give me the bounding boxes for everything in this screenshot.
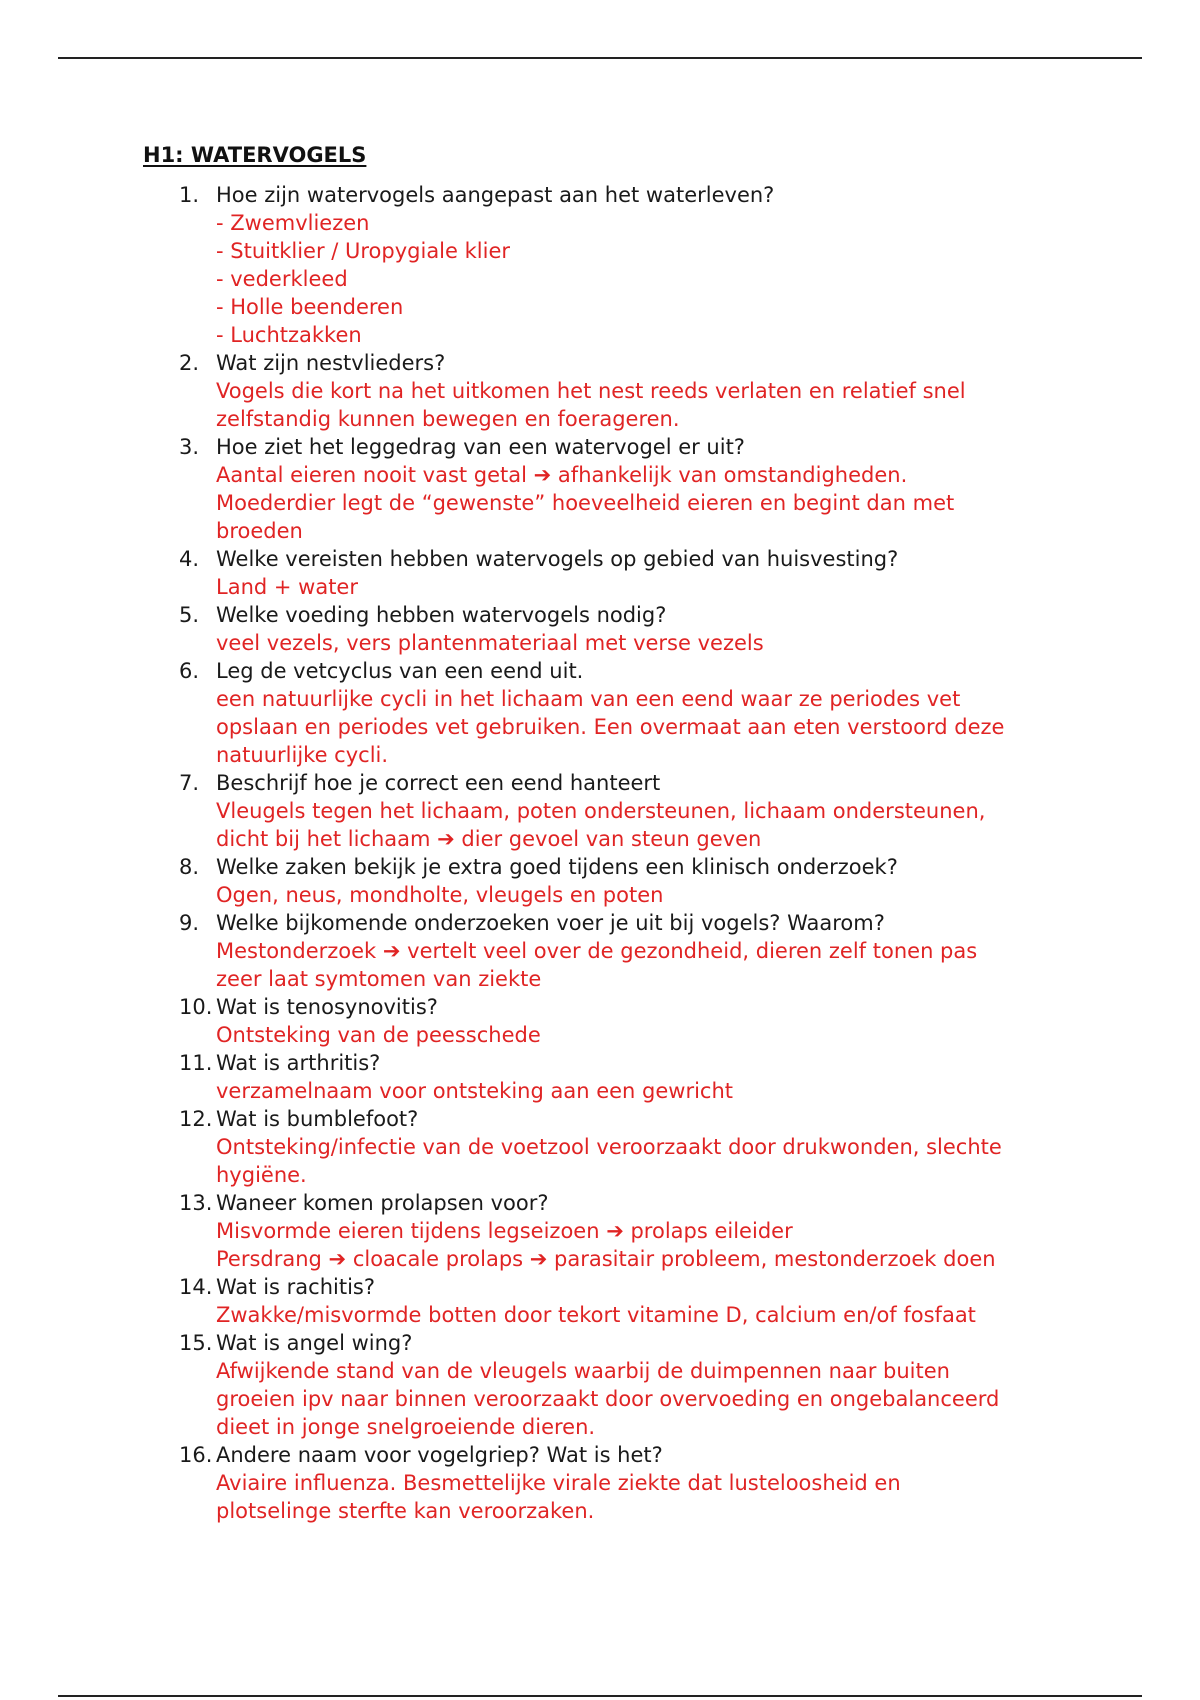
item-number: 7. — [179, 771, 200, 795]
question-text: Hoe ziet het leggedrag van een watervogel er uit? — [216, 435, 745, 459]
question-text: Leg de vetcyclus van een eend uit. — [216, 659, 584, 683]
qa-item — [143, 909, 1103, 993]
item-number: 15. — [179, 1331, 213, 1355]
answer-text: Mestonderzoek ➔ vertelt veel over de gezondheid, dieren zelf tonen pas zeer laat symtomen van ziekte — [216, 939, 978, 991]
qa-item — [143, 1441, 1103, 1525]
item-number: 6. — [179, 659, 200, 683]
answer-text: Misvormde eieren tijdens legseizoen ➔ prolaps eileider Persdrang ➔ cloacale prolaps ➔ parasitair probleem, mestonderzoek doen — [216, 1219, 996, 1271]
question-text: Welke vereisten hebben watervogels op gebied van huisvesting? — [216, 547, 899, 571]
question-text: Waneer komen prolapsen voor? — [216, 1191, 549, 1215]
question-text: Welke voeding hebben watervogels nodig? — [216, 603, 667, 627]
answer-text: Aantal eieren nooit vast getal ➔ afhankelijk van omstandigheden. Moederdier legt de “gewenste” hoeveelheid eieren en begint dan met broeden — [216, 463, 955, 543]
answer-text: Vleugels tegen het lichaam, poten ondersteunen, lichaam ondersteunen, dicht bij het lichaam ➔ dier gevoel van steun geven — [216, 799, 986, 851]
item-number: 8. — [179, 855, 200, 879]
qa-item — [143, 1049, 1103, 1105]
question-text: Wat is arthritis? — [216, 1051, 381, 1075]
question-text: Hoe zijn watervogels aangepast aan het waterleven? — [216, 183, 775, 207]
qa-item — [143, 1273, 1103, 1329]
item-number: 13. — [179, 1191, 213, 1215]
answer-text: een natuurlijke cycli in het lichaam van een eend waar ze periodes vet opslaan en periodes vet gebruiken. Een overmaat aan eten verstoord deze natuurlijke cycli. — [216, 687, 1005, 767]
answer-text: Ontsteking/infectie van de voetzool veroorzaakt door drukwonden, slechte hygiëne. — [216, 1135, 1002, 1187]
qa-item — [143, 1105, 1103, 1189]
item-number: 1. — [179, 183, 200, 207]
answer-text: - Zwemvliezen - Stuitklier / Uropygiale klier - vederkleed - Holle beenderen - Luchtzakken — [216, 211, 510, 347]
question-text: Wat zijn nestvlieders? — [216, 351, 446, 375]
question-list — [143, 181, 1103, 1525]
footer-rule — [58, 1695, 1142, 1697]
qa-item — [143, 349, 1103, 433]
question-text: Welke bijkomende onderzoeken voer je uit bij vogels? Waarom? — [216, 911, 885, 935]
answer-text: veel vezels, vers plantenmateriaal met verse vezels — [216, 631, 764, 655]
qa-item — [143, 181, 1103, 349]
header-rule — [58, 57, 1142, 59]
question-text: Wat is angel wing? — [216, 1331, 413, 1355]
answer-text: Vogels die kort na het uitkomen het nest reeds verlaten en relatief snel zelfstandig kunnen bewegen en foerageren. — [216, 379, 966, 431]
answer-text: Ontsteking van de peesschede — [216, 1023, 541, 1047]
qa-item — [143, 433, 1103, 545]
document-body — [143, 141, 1103, 1525]
question-text: Welke zaken bekijk je extra goed tijdens een klinisch onderzoek? — [216, 855, 898, 879]
qa-item — [143, 769, 1103, 853]
answer-text: Afwijkende stand van de vleugels waarbij de duimpennen naar buiten groeien ipv naar binnen veroorzaakt door overvoeding en ongebalanceerd dieet in jonge snelgroeiende dieren. — [216, 1359, 1000, 1439]
item-number: 3. — [179, 435, 200, 459]
qa-item — [143, 545, 1103, 601]
question-text: Wat is tenosynovitis? — [216, 995, 438, 1019]
qa-item — [143, 853, 1103, 909]
item-number: 11. — [179, 1051, 213, 1075]
qa-item — [143, 601, 1103, 657]
item-number: 14. — [179, 1275, 213, 1299]
question-text: Wat is rachitis? — [216, 1275, 375, 1299]
question-text: Andere naam voor vogelgriep? Wat is het? — [216, 1443, 663, 1467]
item-number: 16. — [179, 1443, 213, 1467]
qa-item — [143, 993, 1103, 1049]
item-number: 2. — [179, 351, 200, 375]
answer-text: Zwakke/misvormde botten door tekort vitamine D, calcium en/of fosfaat — [216, 1303, 976, 1327]
answer-text: Land + water — [216, 575, 358, 599]
qa-item — [143, 1329, 1103, 1441]
item-number: 5. — [179, 603, 200, 627]
item-number: 10. — [179, 995, 213, 1019]
item-number: 4. — [179, 547, 200, 571]
chapter-heading: H1: WATERVOGELS — [143, 143, 367, 167]
question-text: Beschrijf hoe je correct een eend hanteert — [216, 771, 661, 795]
answer-text: verzamelnaam voor ontsteking aan een gewricht — [216, 1079, 734, 1103]
qa-item — [143, 1189, 1103, 1273]
item-number: 9. — [179, 911, 200, 935]
item-number: 12. — [179, 1107, 213, 1131]
answer-text: Aviaire influenza. Besmettelijke virale ziekte dat lusteloosheid en plotselinge sterfte kan veroorzaken. — [216, 1471, 901, 1523]
answer-text: Ogen, neus, mondholte, vleugels en poten — [216, 883, 664, 907]
qa-item — [143, 657, 1103, 769]
question-text: Wat is bumblefoot? — [216, 1107, 419, 1131]
